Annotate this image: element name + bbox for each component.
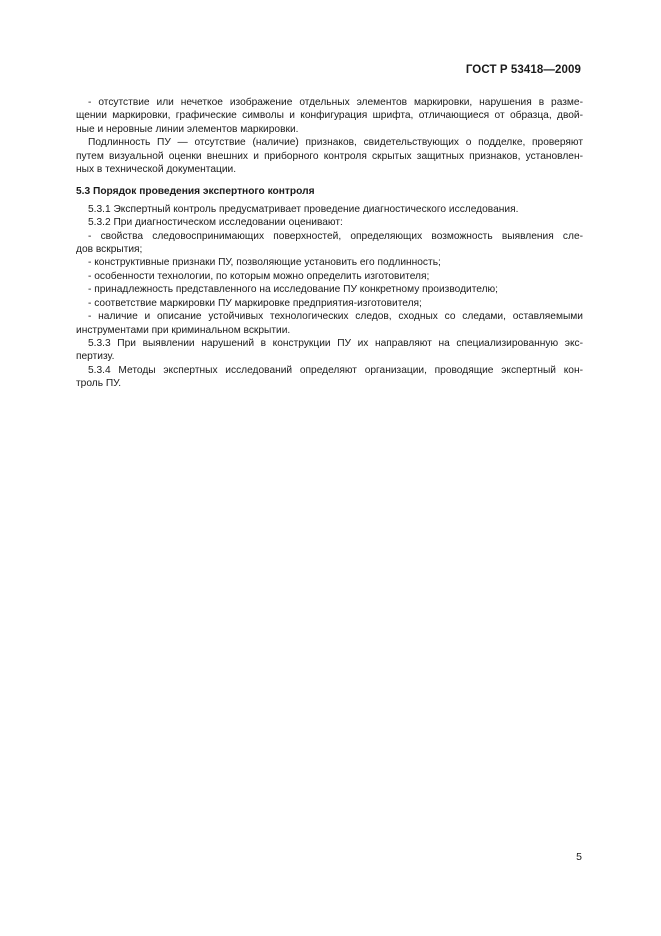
text-line: 5.3.2 При диагностическом исследовании оценивают: xyxy=(88,217,343,229)
page-number: 5 xyxy=(576,851,582,863)
text-line: - принадлежность представленного на исследование ПУ конкретному производителю; xyxy=(88,284,498,296)
text-line: путем визуальной оценки внешних и приборного контроля скрытых защитных признаков, установлен- xyxy=(76,150,583,162)
document-id: ГОСТ Р 53418—2009 xyxy=(465,64,581,76)
text-line: - свойства следовоспринимающих поверхностей, определяющих возможность выявления сле- xyxy=(88,230,583,242)
section-heading: 5.3 Порядок проведения экспертного контроля xyxy=(76,186,315,198)
text-line: 5.3.1 Экспертный контроль предусматривает проведение диагностического исследования. xyxy=(88,203,519,215)
text-line: троль ПУ. xyxy=(76,378,122,390)
text-line: - особенности технологии, по которым можно определить изготовителя; xyxy=(88,270,430,282)
text-line: инструментами при криминальном вскрытии. xyxy=(76,324,291,336)
text-line: - наличие и описание устойчивых технологических следов, сходных со следами, оставляемыми xyxy=(88,311,583,323)
document-header xyxy=(466,64,581,76)
text-line: - конструктивные признаки ПУ, позволяющие установить его подлинность; xyxy=(88,257,441,269)
paragraph-block-section-5-3 xyxy=(76,203,583,391)
paragraph-block-intro xyxy=(76,96,583,176)
text-line: дов вскрытия; xyxy=(76,244,143,256)
text-line: ных в технической документации. xyxy=(76,164,237,176)
text-line: 5.3.4 Методы экспертных исследований определяют организации, проводящие экспертный кон- xyxy=(88,364,583,376)
text-line: ные и неровные линии элементов маркировки. xyxy=(76,123,299,135)
text-line: пертизу. xyxy=(76,351,115,363)
text-line: - соответствие маркировки ПУ маркировке предприятия-изготовителя; xyxy=(88,297,422,309)
text-line: щении маркировки, графические символы и конфигурация шрифта, отличающиеся от образца, двой- xyxy=(76,110,583,122)
document-body xyxy=(76,96,583,391)
text-line: - отсутствие или нечеткое изображение отдельных элементов маркировки, нарушения в разме- xyxy=(88,97,583,108)
text-line: 5.3.3 При выявлении нарушений в конструкции ПУ их направляют на специализированную экс- xyxy=(88,337,583,349)
text-line: Подлинность ПУ — отсутствие (наличие) признаков, свидетельствующих о подделке, проверяют xyxy=(88,137,583,149)
